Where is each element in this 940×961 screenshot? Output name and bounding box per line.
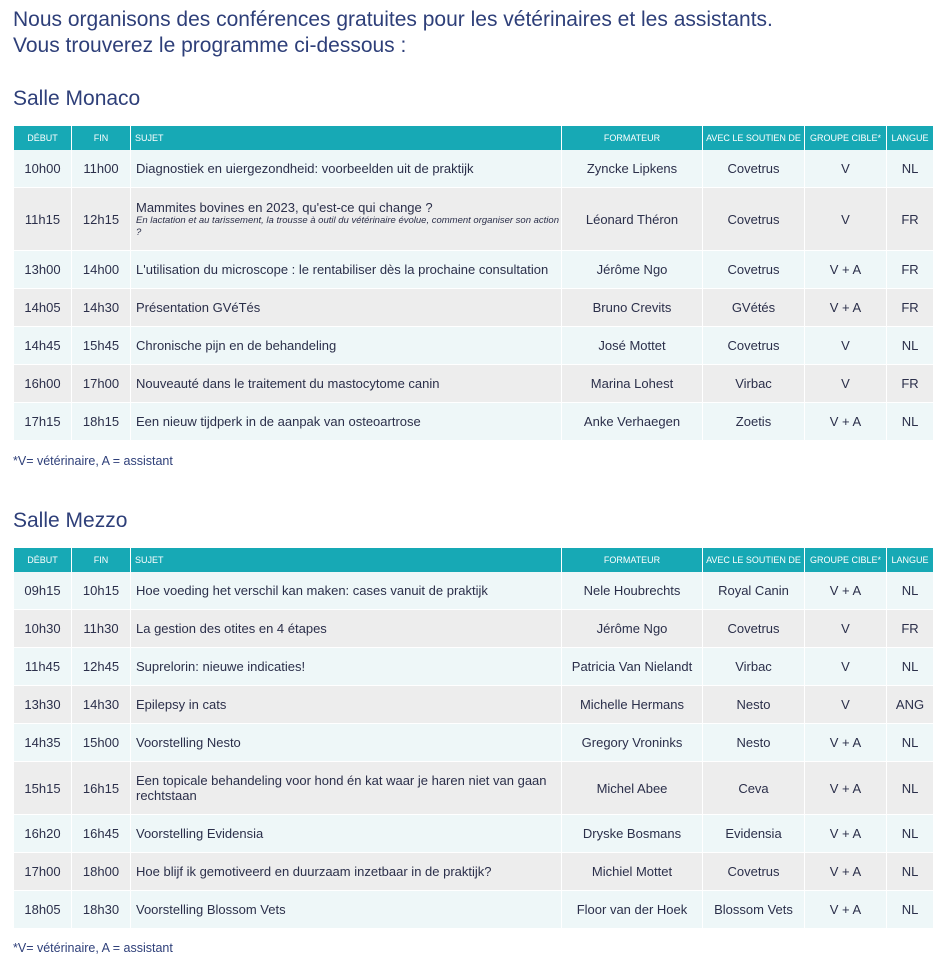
cell-sponsor: Covetrus bbox=[703, 188, 804, 251]
cell-sponsor: Covetrus bbox=[703, 610, 804, 648]
cell-trainer: Michiel Mottet bbox=[562, 853, 702, 891]
header-language: LANGUE bbox=[887, 126, 933, 150]
table-row bbox=[14, 572, 933, 610]
cell-target: V + A bbox=[805, 724, 886, 762]
intro-line-2: Vous trouverez le programme ci-dessous : bbox=[13, 34, 407, 57]
cell-trainer: Jérôme Ngo bbox=[562, 251, 702, 289]
intro-text bbox=[13, 7, 773, 59]
cell-end: 17h00 bbox=[72, 365, 130, 403]
cell-sponsor: Virbac bbox=[703, 365, 804, 403]
cell-sponsor: GVétés bbox=[703, 289, 804, 327]
cell-start: 13h00 bbox=[14, 251, 71, 289]
cell-target: V + A bbox=[805, 853, 886, 891]
cell-sponsor: Ceva bbox=[703, 762, 804, 815]
subject-title: Mammites bovines en 2023, qu'est-ce qui change ? bbox=[136, 199, 433, 215]
cell-end: 12h45 bbox=[72, 648, 130, 686]
header-subject: SUJET bbox=[131, 126, 561, 150]
cell-language: NL bbox=[887, 648, 933, 686]
header-end: FIN bbox=[72, 548, 130, 572]
subject-title: Hoe blijf ik gemotiveerd en duurzaam inzetbaar in de praktijk? bbox=[136, 864, 492, 879]
header-sponsor: AVEC LE SOUTIEN DE bbox=[703, 548, 804, 572]
subject-title: L'utilisation du microscope : le rentabiliser dès la prochaine consultation bbox=[136, 262, 549, 277]
subject-title: Voorstelling Evidensia bbox=[136, 826, 264, 841]
cell-end: 15h45 bbox=[72, 327, 130, 365]
cell-start: 11h45 bbox=[14, 648, 71, 686]
header-start: DÉBUT bbox=[14, 548, 71, 572]
cell-trainer: Marina Lohest bbox=[562, 365, 702, 403]
cell-trainer: Floor van der Hoek bbox=[562, 891, 702, 929]
table-row bbox=[14, 365, 933, 403]
table-row bbox=[14, 724, 933, 762]
cell-end: 18h15 bbox=[72, 403, 130, 441]
header-trainer: FORMATEUR bbox=[562, 548, 702, 572]
subject-title: Voorstelling Nesto bbox=[136, 735, 241, 750]
cell-target: V bbox=[805, 327, 886, 365]
footnote-monaco: *V= vétérinaire, A = assistant bbox=[13, 454, 173, 468]
room-title-mezzo: Salle Mezzo bbox=[13, 509, 128, 532]
cell-start: 10h30 bbox=[14, 610, 71, 648]
cell-start: 17h00 bbox=[14, 853, 71, 891]
subject-title: Diagnostiek en uiergezondheid: voorbeelden uit de praktijk bbox=[136, 161, 474, 176]
cell-target: V bbox=[805, 686, 886, 724]
table-row bbox=[14, 686, 933, 724]
cell-target: V bbox=[805, 610, 886, 648]
cell-language: FR bbox=[887, 365, 933, 403]
cell-language: NL bbox=[887, 150, 933, 188]
cell-target: V + A bbox=[805, 815, 886, 853]
cell-sponsor: Covetrus bbox=[703, 853, 804, 891]
cell-trainer: Léonard Théron bbox=[562, 188, 702, 251]
cell-language: ANG bbox=[887, 686, 933, 724]
cell-end: 14h00 bbox=[72, 251, 130, 289]
cell-trainer: Bruno Crevits bbox=[562, 289, 702, 327]
cell-language: FR bbox=[887, 188, 933, 251]
cell-target: V bbox=[805, 365, 886, 403]
cell-start: 14h05 bbox=[14, 289, 71, 327]
cell-trainer: Michelle Hermans bbox=[562, 686, 702, 724]
cell-start: 10h00 bbox=[14, 150, 71, 188]
header-sponsor: AVEC LE SOUTIEN DE bbox=[703, 126, 804, 150]
cell-target: V + A bbox=[805, 762, 886, 815]
subject-title: Nouveauté dans le traitement du mastocytome canin bbox=[136, 376, 440, 391]
cell-trainer: Gregory Vroninks bbox=[562, 724, 702, 762]
cell-subject bbox=[131, 572, 561, 610]
table-row bbox=[14, 762, 933, 815]
subject-title: Een topicale behandeling voor hond én kat waar je haren niet van gaan rechtstaan bbox=[136, 773, 547, 803]
cell-subject bbox=[131, 648, 561, 686]
header-start: DÉBUT bbox=[14, 126, 71, 150]
table-row bbox=[14, 289, 933, 327]
cell-start: 11h15 bbox=[14, 188, 71, 251]
subject-title: Epilepsy in cats bbox=[136, 697, 227, 712]
table-row bbox=[14, 815, 933, 853]
cell-subject bbox=[131, 610, 561, 648]
cell-end: 11h00 bbox=[72, 150, 130, 188]
table-row bbox=[14, 610, 933, 648]
cell-start: 17h15 bbox=[14, 403, 71, 441]
subject-title: La gestion des otites en 4 étapes bbox=[136, 621, 327, 636]
cell-language: NL bbox=[887, 853, 933, 891]
cell-subject bbox=[131, 289, 561, 327]
room-title-monaco: Salle Monaco bbox=[13, 87, 141, 110]
cell-language: FR bbox=[887, 289, 933, 327]
cell-start: 14h45 bbox=[14, 327, 71, 365]
cell-trainer: Patricia Van Nielandt bbox=[562, 648, 702, 686]
subject-title: Voorstelling Blossom Vets bbox=[136, 902, 286, 917]
cell-sponsor: Covetrus bbox=[703, 150, 804, 188]
cell-trainer: Anke Verhaegen bbox=[562, 403, 702, 441]
cell-target: V bbox=[805, 188, 886, 251]
cell-start: 16h20 bbox=[14, 815, 71, 853]
cell-end: 14h30 bbox=[72, 686, 130, 724]
cell-sponsor: Virbac bbox=[703, 648, 804, 686]
cell-language: FR bbox=[887, 251, 933, 289]
subject-title: Chronische pijn en de behandeling bbox=[136, 338, 337, 353]
cell-trainer: Jérôme Ngo bbox=[562, 610, 702, 648]
cell-sponsor: Covetrus bbox=[703, 251, 804, 289]
header-trainer: FORMATEUR bbox=[562, 126, 702, 150]
cell-subject bbox=[131, 188, 561, 251]
cell-end: 14h30 bbox=[72, 289, 130, 327]
cell-language: FR bbox=[887, 610, 933, 648]
cell-language: NL bbox=[887, 327, 933, 365]
cell-language: NL bbox=[887, 572, 933, 610]
cell-target: V + A bbox=[805, 403, 886, 441]
cell-subject bbox=[131, 724, 561, 762]
table-header-row bbox=[14, 548, 933, 572]
cell-sponsor: Royal Canin bbox=[703, 572, 804, 610]
subject-title: Een nieuw tijdperk in de aanpak van osteoartrose bbox=[136, 414, 421, 429]
cell-end: 16h15 bbox=[72, 762, 130, 815]
table-row bbox=[14, 327, 933, 365]
cell-language: NL bbox=[887, 762, 933, 815]
cell-end: 18h00 bbox=[72, 853, 130, 891]
table-row bbox=[14, 648, 933, 686]
cell-subject bbox=[131, 815, 561, 853]
cell-trainer: Nele Houbrechts bbox=[562, 572, 702, 610]
table-header-row bbox=[14, 126, 933, 150]
table-row bbox=[14, 188, 933, 251]
subject-title: Hoe voeding het verschil kan maken: cases vanuit de praktijk bbox=[136, 583, 488, 598]
schedule-table-mezzo bbox=[13, 548, 934, 929]
header-end: FIN bbox=[72, 126, 130, 150]
cell-start: 13h30 bbox=[14, 686, 71, 724]
schedule-table-monaco bbox=[13, 126, 934, 441]
subject-title: Présentation GVéTés bbox=[136, 300, 261, 315]
subject-subtitle: En lactation et au tarissement, la trousse à outil du vétérinaire évolue, comment organiser son action ? bbox=[136, 214, 559, 238]
cell-subject bbox=[131, 891, 561, 929]
cell-trainer: Dryske Bosmans bbox=[562, 815, 702, 853]
header-subject: SUJET bbox=[131, 548, 561, 572]
cell-target: V + A bbox=[805, 251, 886, 289]
header-target: GROUPE CIBLE* bbox=[805, 548, 886, 572]
cell-sponsor: Evidensia bbox=[703, 815, 804, 853]
cell-subject bbox=[131, 150, 561, 188]
cell-trainer: Zyncke Lipkens bbox=[562, 150, 702, 188]
cell-subject bbox=[131, 365, 561, 403]
cell-end: 11h30 bbox=[72, 610, 130, 648]
cell-language: NL bbox=[887, 891, 933, 929]
cell-end: 15h00 bbox=[72, 724, 130, 762]
cell-subject bbox=[131, 327, 561, 365]
cell-trainer: Michel Abee bbox=[562, 762, 702, 815]
table-row bbox=[14, 251, 933, 289]
cell-subject bbox=[131, 251, 561, 289]
table-row bbox=[14, 150, 933, 188]
table-row bbox=[14, 853, 933, 891]
cell-language: NL bbox=[887, 724, 933, 762]
cell-end: 10h15 bbox=[72, 572, 130, 610]
cell-language: NL bbox=[887, 815, 933, 853]
cell-sponsor: Zoetis bbox=[703, 403, 804, 441]
cell-target: V bbox=[805, 150, 886, 188]
header-language: LANGUE bbox=[887, 548, 933, 572]
header-target: GROUPE CIBLE* bbox=[805, 126, 886, 150]
cell-end: 16h45 bbox=[72, 815, 130, 853]
cell-target: V + A bbox=[805, 891, 886, 929]
table-row bbox=[14, 403, 933, 441]
cell-target: V + A bbox=[805, 289, 886, 327]
cell-subject bbox=[131, 762, 561, 815]
cell-start: 18h05 bbox=[14, 891, 71, 929]
cell-sponsor: Nesto bbox=[703, 724, 804, 762]
cell-subject bbox=[131, 686, 561, 724]
cell-end: 18h30 bbox=[72, 891, 130, 929]
footnote-mezzo: *V= vétérinaire, A = assistant bbox=[13, 941, 173, 955]
cell-language: NL bbox=[887, 403, 933, 441]
cell-target: V + A bbox=[805, 572, 886, 610]
cell-sponsor: Nesto bbox=[703, 686, 804, 724]
cell-start: 09h15 bbox=[14, 572, 71, 610]
cell-sponsor: Covetrus bbox=[703, 327, 804, 365]
cell-target: V bbox=[805, 648, 886, 686]
cell-start: 14h35 bbox=[14, 724, 71, 762]
cell-end: 12h15 bbox=[72, 188, 130, 251]
intro-line-1: Nous organisons des conférences gratuites pour les vétérinaires et les assistants. bbox=[13, 8, 773, 31]
cell-sponsor: Blossom Vets bbox=[703, 891, 804, 929]
table-row bbox=[14, 891, 933, 929]
cell-start: 16h00 bbox=[14, 365, 71, 403]
cell-subject bbox=[131, 853, 561, 891]
cell-subject bbox=[131, 403, 561, 441]
subject-title: Suprelorin: nieuwe indicaties! bbox=[136, 659, 306, 674]
cell-trainer: José Mottet bbox=[562, 327, 702, 365]
cell-start: 15h15 bbox=[14, 762, 71, 815]
